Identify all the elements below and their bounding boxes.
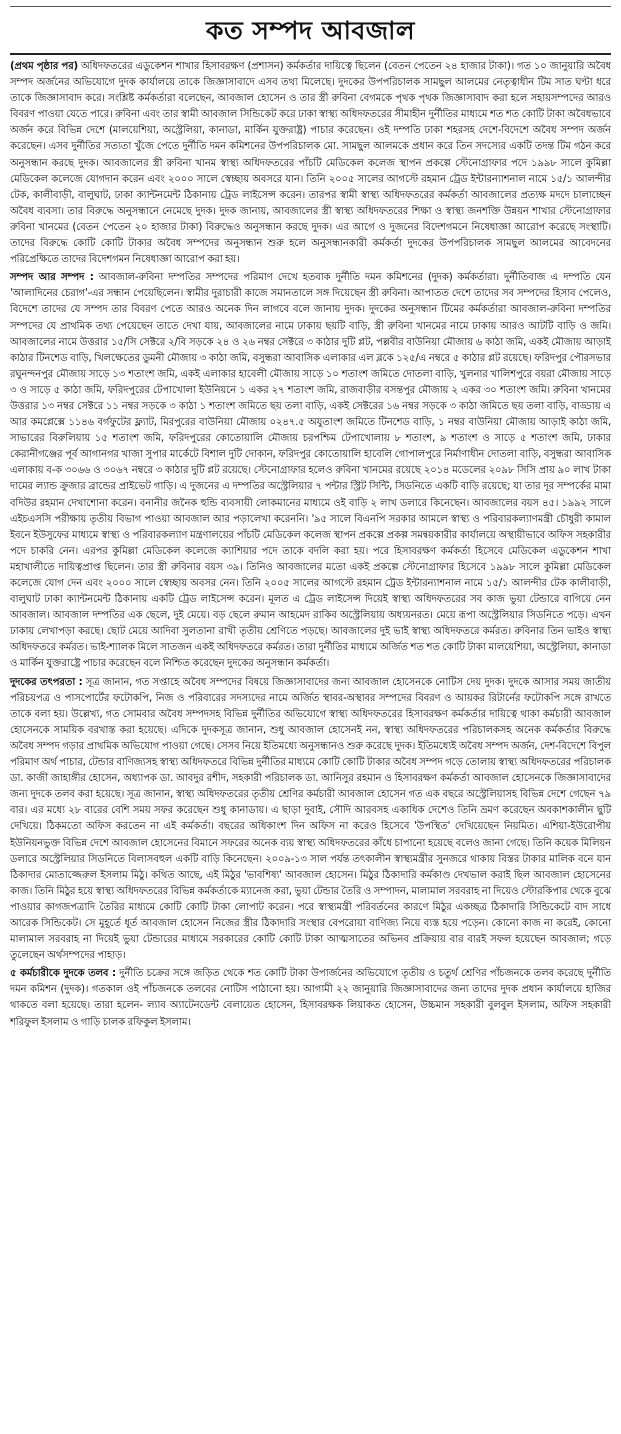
section-text: দুর্নীতি চক্রের সঙ্গে জড়িত থেকে শত কোটি টাকা উপার্জনের অভিযোগে তৃতীয় ও চতুর্থ শ্রেণির পাঁচজনকে তলব করেছে দুর্নীতি দমন কমিশন (দুদক)। গতকাল ওই পাঁচজনকে তলবের নোটিস পাঠানো হয়। আগামী ২২ জানুয়ারি জিজ্ঞাসাবাদের জন্য তাদের দুদক প্রধান কার্যালয়ে হাজির থাকতে বলা হয়েছে। তারা হলেন- ল্যাব অ্যাটেনডেন্ট বেলায়েত হোসেন, হিসাবরক্ষক লিয়াকত হোসেন, উচ্চমান সহকারী বুলবুল ইসলাম, অফিস সহকারী শরিফুল ইসলাম ও গাড়ি চালক রফিকুল ইসলাম। bbox=[10, 968, 611, 1028]
section-heading: ৫ কর্মচারীকে দুদকে তলব : bbox=[10, 968, 116, 980]
section-acc-activity bbox=[10, 675, 611, 965]
section-text: সূত্র জানান, গত সপ্তাহে অবৈধ সম্পদের বিষয়ে জিজ্ঞাসাবাদের জন্য আবজাল হোসেনকে নোটিস দেয় দুদক। দুদকে আসার সময় জাতীয় পরিচয়পত্র ও পাসপোর্টের ফটোকপি, নিজ ও পরিবারের সদস্যদের নামে অর্জিত স্থাবর-অস্থাবর সম্পদের বিবরণ ও আয়কর রিটার্নের ফটোকপি সঙ্গে রাখতে তাকে বলা হয়। উল্লেখ্য, গত সোমবার অবৈধ সম্পদসহ বিভিন্ন দুর্নীতির অভিযোগে স্বাস্থ্য অধিদফতরের হিসাবরক্ষণ কর্মকর্তার দায়িত্বে থাকা কর্মচারী আবজাল হোসেনকে সাময়িক বরখাস্ত করা হয়েছে। এদিকে দুদকসূত্র জানান, শুধু আবজাল হোসেনই নন, স্বাস্থ্য অধিদফতরের পরিচালকসহ অনেক কর্মকর্তার বিরুদ্ধে অবৈধ সম্পদ গড়ার প্রাথমিক অভিযোগ পাওয়া গেছে। সেসব নিয়ে ইতিমধ্যে অনুসন্ধানও শুরু করেছে দুদক। ইতিমধ্যেই অবৈধ সম্পদ অর্জন, দেশ-বিদেশে বিপুল পরিমাণ অর্থ পাচার, টেন্ডার বাণিজ্যসহ স্বাস্থ্য অধিদফতরে বিভিন্ন দুর্নীতির মাধ্যমে কোটি কোটি টাকার অবৈধ সম্পদ গড়ে তোলায় স্বাস্থ্য অধিদফতরের পরিচালক ডা. কাজী জাহাঙ্গীর হোসেন, অধ্যাপক ডা. আবদুর রশীদ, সহকারী পরিচালক ডা. আনিসুর রহমান ও হিসাবরক্ষণ কর্মকর্তা আবজাল হোসেনকে জিজ্ঞাসাবাদের জন্য দুদকে তলব করা হয়েছে। সূত্র জানান, স্বাস্থ্য অধিদফতরের তৃতীয় শ্রেণির কর্মচারী আবজাল হোসেন গত এক বছরে অস্ট্রেলিয়াসহ বিভিন্ন দেশে গেছেন ৭৯ বার। এর মধ্যে ২৮ বারের বেশি সময় সফর করেছেন শুধু কানাডায়। এ ছাড়া দুবাই, সৌদি আরবসহ একাধিক দেশেও তিনি ভ্রমণ করেছেন অবকাশকালীন ছুটি দেখিয়ে। ঠিকমতো অফিস করতেন না এই কর্মকর্তা। বছরের অধিকাংশ দিন অফিস না করেও হিসেবে 'উপস্থিত' দেখিয়েছেন নিয়মিত। এশিয়া-ইউরোপীয় ইউনিয়নভুক্ত বিভিন্ন দেশে আবজাল হোসেনের বিমানে সফরের অনেক ব্যয় স্বাস্থ্য অধিদফতরের কাঁধে চাপানো হয়েছে বলেও জানা গেছে। তিনি কয়েক মিলিয়ন ডলারে অস্ট্রেলিয়ার সিডনিতে বিলাসবহুল একটি বাড়ি কিনেছেন। ২০০৯-১৩ সাল পর্যন্ত তৎকালীন স্বাস্থ্যমন্ত্রীর সুনজরে থাকায় বিস্তর টাকার মালিক বনে যান ঠিকাদার মোতাজ্জেরুল ইসলাম মিঠু। কথিত আছে, এই মিঠুর 'ভাবশিষ্য' আবজাল হোসেন। মিঠুর ঠিকাদারি কর্মকাণ্ড দেখভাল করাই ছিল আবজাল হোসেনের কাজ। তিনি মিঠুর হয়ে স্বাস্থ্য অধিদফতরের বিভিন্ন কর্মকর্তাকে ম্যানেজ করা, ভুয়া টেন্ডার তৈরি ও সম্পাদন, মালামাল সরবরাহ না দিয়েও স্টোরকিপার থেকে বুঝে পাওয়ার কাগজপত্রাদি তৈরির মাধ্যমে কোটি কোটি টাকা লোপাট করেন। পরে স্বাস্থ্যমন্ত্রী পরিবর্তনের কারণে মিঠুর একচ্ছত্র ঠিকাদারি সিন্ডিকেটে বাদ সাধে আরেক সিন্ডিকেট। সে মুহূর্তে ধূর্ত আবজাল হোসেন নিজের স্ত্রীর ঠিকাদারি সংস্থার বেপরোয়া বাণিজ্য নিয়ে ব্যস্ত হয়ে পড়েন। কোনো কাজ না করেই, কোনো মালামাল সরবরাহ না দিয়েই ভুয়া টেন্ডারের মাধ্যমে সরকারের কোটি কোটি টাকা আত্মসাতের অভিনব প্রক্রিয়ায় বার বারই সফল হয়েছেন আবজাল; গড়ে তুলেছেন অর্থসম্পদের পাহাড়। bbox=[10, 676, 611, 962]
continuation-label: (প্রথম পৃষ্ঠার পর) bbox=[10, 61, 78, 72]
lead-paragraph bbox=[10, 59, 611, 268]
section-heading: দুদকের তৎপরতা : bbox=[10, 676, 83, 688]
lead-text: অধিদফতরের এডুকেশন শাখার হিসাবরক্ষণ (প্রশাসন) কর্মকর্তার দায়িত্বে ছিলেন (বেতন পেতেন ২৪ হাজার টাকা)। গত ১০ জানুয়ারি অবৈধ সম্পদ অর্জনের অভিযোগে দুদক কার্যালয়ে তাকে জিজ্ঞাসাবাদে এসব তথ্য মিলেছে। দুদকের উপপরিচালক সামছুল আলমের নেতৃত্বাধীন টিম সাত ঘণ্টা ধরে তাকে জিজ্ঞাসাবাদ করে। সংশ্লিষ্ট কর্মকর্তারা বলেছেন, আবজাল হোসেন ও তার স্ত্রী রুবিনা বেগমকে পৃথক পৃথক জিজ্ঞাসাবাদ করা হলে সহায়সম্পদের আরও বিবরণ পাওয়া যেতে পারে। রুবিনা এবং তার স্বামী আবজাল সিন্ডিকেট করে ঢাকা স্বাস্থ্য অধিদফতরের সীমাহীন দুর্নীতির মাধ্যমে শত শত কোটি টাকা অবৈধভাবে অর্জন করে বিভিন্ন দেশে (মালয়েশিয়া, অস্ট্রেলিয়া, কানাডা, মার্কিন যুক্তরাষ্ট্র) পাচার করেছেন। ওই দম্পতি ঢাকা শহরসহ দেশে-বিদেশে অবৈধ সম্পদ অর্জন করেছেন। এসব দুর্নীতির সত্যতা খুঁজে পেতে দুর্নীতি দমন কমিশনের উপপরিচালক মো. সামছুল আলমকে প্রধান করে তিন সদস্যের একটি তদন্ত টিম গঠন করে অনুসন্ধান করছে দুদক। আবজালের স্ত্রী রুবিনা খানম স্বাস্থ্য অধিদফতরের পাঁচটি মেডিকেল কলেজ স্থাপন প্রকল্পে স্টেনোগ্রাফার পদে ১৯৯৮ সালে কুমিল্লা মেডিকেল কলেজে যোগদান করেন এবং ২০০০ সালে স্বেচ্ছায় অবসরে যান। তিনি ২০০৫ সালের আগস্টে রহমান ট্রেড ইন্টারন্যাশনাল নামে ১৫/১ আলন্দীর টেক, কালীবাড়ী, বালুঘাট, ঢাকা ক্যান্টনমেন্ট ঠিকানায় ট্রেড লাইসেন্স করেন। তারপর স্বামী স্বাস্থ্য অধিদফতরের কর্মকর্তা আবজালের প্রত্যক্ষ মদদে চালাচ্ছেন অবৈধ ব্যবসা। তার বিরুদ্ধে অনুসন্ধানে নেমেছে দুদক। দুদক জানায়, আবজালের স্ত্রী স্বাস্থ্য অধিদফতরের শিক্ষা ও স্বাস্থ্য জনশক্তি উন্নয়ন শাখার স্টেনোগ্রাফার রুবিনা খানমের (বেতন পেতেন ২০ হাজার টাকা) বিরুদ্ধেও অনুসন্ধান করছে দুদক। এর আগে ও দুজনের বিদেশগমনে নিষেধাজ্ঞা আরোপ করেছে সংস্থাটি। তাদের বিরুদ্ধে কোটি কোটি টাকার অবৈধ সম্পদের অনুসন্ধান শুরু হলে অনুসন্ধানকারী কর্মকর্তা দুদকের উপপরিচালক সামছুল আলমের আবেদনের পরিপ্রেক্ষিতে তাদের বিদেশগমন নিষেধাজ্ঞা আরোপ করা হয়। bbox=[10, 61, 612, 266]
headline-rule bbox=[10, 53, 611, 55]
section-assets bbox=[10, 270, 611, 672]
article-headline: কত সম্পদ আবজাল bbox=[205, 16, 416, 45]
top-rule bbox=[10, 6, 611, 7]
section-text: আবজাল-রুবিনা দম্পতির সম্পদের পরিমাণ দেখে হতবাক দুর্নীতি দমন কমিশনের (দুদক) কর্মকর্তারা। দুর্নীতিবাজ এ দম্পতি যেন 'আলাদিনের চেরাগ'-এর সন্ধান পেয়েছিলেন। স্বামীর দুরাচারী কাজে সমানতালে সঙ্গ দিয়েছেন স্ত্রী রুবিনা। আপাতত দেশে তাদের সব সম্পদের হিসাব পেলেও, বিদেশে তাদের যে সম্পদ তার বিবরণ পেতে আরও অনেক দিন লাগবে বলে জানায় দুদক। দুদকের অনুসন্ধান টিমের কর্মকর্তারা আবজাল-রুবিনা দম্পতির সম্পদের যে প্রাথমিক তথ্য পেয়েছেন তাতে দেখা যায়, আবজালের নামে ঢাকায় ছয়টি বাড়ি, স্ত্রী রুবিনা খানমের নামে ঢাকায় আরও আটটি বাড়ি ও জমি। আবজালের নামে উত্তরার ১৫/সি সেক্টরে ২/বি সড়কে ২৪ ও ২৬ নম্বর সেক্টরে ৩ কাঠার দুটি প্লট, পল্লবীর বাউনিয়া মৌজায় ৬ কাঠা জমি, একই মৌজায় আড়াই কাঠার টিনশেড বাড়ি, খিলক্ষেতের ডুমনী মৌজায় ৩ কাঠা জমি, বসুন্ধরা আবাসিক এলাকার এল ব্লকে ১২৫/এ নম্বরে ৫ কাঠার প্লট রয়েছে। ফরিদপুর পৌরসভার রঘুনন্দনপুর মৌজায় সাড়ে ১৩ শতাংশ জমি, একই এলাকার হাবেলী মৌজায় সাড়ে ১০ শতাংশ জমিতে দোতলা বাড়ি, খুলনার খালিশপুরে বয়রা মৌজায় সাড়ে ৩ ও সাড়ে ৫ কাঠা জমি, ফরিদপুরের টেপাখোলা ইউনিয়নে ১ একর ২৭ শতাংশ জমি, রাজবাড়ীর বসন্তপুর মৌজায় ২ একর ৩০ শতাংশ জমি। রুবিনা খানমের উত্তরার ১৩ নম্বর সেক্টরে ১১ নম্বর সড়কে ৩ কাঠা ১ শতাংশ জমিতে ছয় তলা বাড়ি, একই সেক্টরের ১৬ নম্বর সড়কে ৩ কাঠা জমিতে ছয় তলা বাড়ি, বাড্ডায় এ আর কমপ্লেক্সে ১১৪৬ বর্গফুটের ফ্ল্যাট, মিরপুরের বাউনিয়া মৌজায় ০২৪৭.৫ অযুতাংশ জমিতে টিনশেড বাড়ি, ১ নম্বর বাউনিয়া মৌজায় আড়াই কাঠা জমি, সাভারের বিরুলিয়ায় ১৫ শতাংশ জমি, ফরিদপুরের কোতোয়ালি মৌজায় চরপশ্চিম টেপাখোলায় ৮ শতাংশ, ৯ শতাংশ ও সাড়ে ৫ শতাংশ জমি, ঢাকার কেরানীগঞ্জের পূর্ব আগানগর খাজা সুপার মার্কেটে বিশাল দুটি দোকান, ফরিদপুর কোতোয়ালি হাবেলি গোপালপুরে নির্মাণাধীন দোতলা বাড়ি, বসুন্ধরা আবাসিক এলাকায় ব-ক ৩০৬৬ ও ৩০৬৭ নম্বরে ৩ কাঠার দুটি প্লট রয়েছে। স্টেনোগ্রাফার হলেও রুবিনা খানমের রয়েছে ২০১৪ মডেলের ২০৯৮ সিসি প্রায় ৯০ লাখ টাকা দামের ল্যান্ড ক্রুজার ব্রান্ডের প্রাইভেট গাড়ি। এ দুজনের এ দম্পতির অস্ট্রেলিয়ার ৭ পন্টার স্ট্রিট সিন্টি, সিডনিতে একটি বাড়ি রয়েছে; যা তার দূর সম্পর্কের মামা বদিউর রহমান দেখাশোনা করেন। বনানীর জনৈক হুন্ডি ব্যবসায়ী লোকমানের মাধ্যমে ওই বাড়ি ২ লাখ ডলারে কিনেছেন। আবজালের বয়স ৪৫। ১৯৯২ সালে এইচএসসি পরীক্ষায় তৃতীয় বিভাগ পাওয়া আবজাল আর পড়ালেখা করেননি। '৯৫ সালে বিএনপি সরকার আমলে স্বাস্থ্য ও পরিবারকল্যাণমন্ত্রী চৌধুরী কামাল ইবনে ইউসুফের মাধ্যমে স্বাস্থ্য ও পরিবারকল্যাণ মন্ত্রণালয়ের পাঁচটি মেডিকেল কলেজ স্থাপন প্রকল্পে প্রকল্প সমন্বয়কারীর কার্যালয়ে অস্থায়ীভাবে অফিস সহকারীর পদে চাকরি নেন। এরপর কুমিল্লা মেডিকেল কলেজে ক্যাশিয়ার পদে তাকে বদলি করা হয়। পরে হিসাবরক্ষণ কর্মকর্তা হিসেবে মেডিকেল এডুকেশন শাখা মহাখালীতে দায়িত্বপ্রাপ্ত ছিলেন। তার স্ত্রী রুবিনার বয়স ৩৯। তিনিও আবজালের মতো একই প্রকল্পে স্টেনোগ্রাফার হিসেবে ১৯৯৮ সালে কুমিল্লা মেডিকেল কলেজে যোগ দেন এবং ২০০০ সালে স্বেচ্ছায় অবসর নেন। তিনি ২০০৫ সালের আগস্টে রহমান ট্রেড ইন্টারন্যাশনাল নামে ১৫/১ আলন্দীর টেক কালীবাড়ী, বালুঘাট ঢাকা ক্যান্টনমেন্ট ঠিকানায় একটি ট্রেড লাইসেন্স করেন। মূলত এ ট্রেড লাইসেন্স দিয়েই স্বাস্থ্য অধিদফতরের সব কাজ ভুয়া টেন্ডারে বাগিয়ে নেন আবজাল। আবজাল দম্পতির এক ছেলে, দুই মেয়ে। বড় ছেলে রুমান আহমেদ রাকিব অস্ট্রেলিয়ায় অধ্যয়নরত। মেয়ে রূপা অস্ট্রেলিয়ার সিডনিতে পড়ে। এখন ঢাকায় লেখাপড়া করছে। ছোট মেয়ে আদিবা সুলতানা রাখী তৃতীয় শ্রেণিতে পড়ছে। আবজালের দুই ভাই স্বাস্থ্য অধিদফতরে কর্মরত। রুবিনার তিন ভাইও স্বাস্থ্য অধিদফতরে কর্মরত। ভাই-শ্যালক মিলে সাতজন একই অধিদফতরে কর্মরত। তারা দুর্নীতির মাধ্যমে অর্জিত শত শত কোটি টাকা মালয়েশিয়া, অস্ট্রেলিয়া, কানাডা ও মার্কিন যুক্তরাষ্ট্রে পাচার করেছেন বলে নিশ্চিত করেছেন দুদকের অনুসন্ধান কর্মকর্তা। bbox=[10, 272, 611, 670]
section-summons bbox=[10, 966, 611, 1030]
article-body bbox=[10, 59, 611, 1031]
section-heading: সম্পদ আর সম্পদ : bbox=[10, 272, 94, 284]
